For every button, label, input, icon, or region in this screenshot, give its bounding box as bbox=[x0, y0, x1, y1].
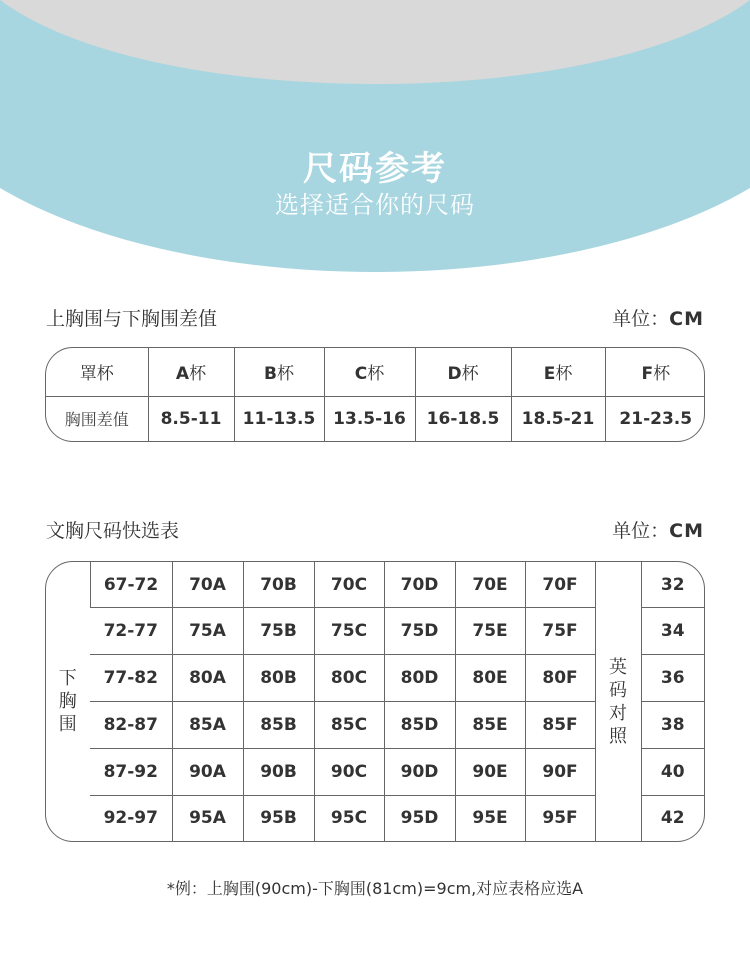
example-note: *例：上胸围(90cm)-下胸围(81cm)=9cm,对应表格应选A bbox=[166, 879, 584, 898]
size-cell: 95D bbox=[384, 795, 455, 841]
size-cell: 70C bbox=[314, 562, 384, 608]
section-title-size-chart: 文胸尺码快选表 bbox=[46, 520, 180, 542]
under-bust-label: 下 胸 围 bbox=[58, 668, 77, 735]
unit-prefix: 单位： bbox=[612, 308, 670, 330]
cup-header-cell: A杯 bbox=[148, 348, 234, 396]
size-cell: 95B bbox=[243, 795, 314, 841]
size-cell: 70F bbox=[525, 562, 595, 608]
difference-cell: 21-23.5 bbox=[605, 396, 705, 441]
table-row bbox=[46, 396, 705, 441]
size-cell: 80C bbox=[314, 655, 384, 702]
imperial-label: 英 码 对 照 bbox=[595, 562, 641, 841]
imperial-size-cell: 34 bbox=[641, 608, 704, 655]
size-cell: 85A bbox=[172, 701, 243, 748]
page-title: 尺码参考 bbox=[303, 149, 447, 189]
size-cell: 80A bbox=[172, 655, 243, 702]
size-cell: 85F bbox=[525, 701, 595, 748]
imperial-size-cell: 38 bbox=[641, 701, 704, 748]
unit-label bbox=[612, 304, 704, 331]
size-cell: 85D bbox=[384, 701, 455, 748]
size-cell: 75E bbox=[455, 608, 525, 655]
size-cell: 90E bbox=[455, 748, 525, 795]
size-cell: 90C bbox=[314, 748, 384, 795]
size-cell: 90B bbox=[243, 748, 314, 795]
size-cell: 95E bbox=[455, 795, 525, 841]
under-bust-range-cell: 72-77 bbox=[90, 608, 172, 655]
under-bust-range-cell: 77-82 bbox=[90, 655, 172, 702]
cup-header-cell: C杯 bbox=[324, 348, 415, 396]
imperial-size-cell: 42 bbox=[641, 795, 704, 841]
size-cell: 90A bbox=[172, 748, 243, 795]
section-title-bust-difference: 上胸围与下胸围差值 bbox=[46, 308, 218, 330]
under-bust-range-cell: 67-72 bbox=[90, 562, 172, 608]
difference-cell: 8.5-11 bbox=[148, 396, 234, 441]
size-cell: 85B bbox=[243, 701, 314, 748]
imperial-size-cell: 36 bbox=[641, 655, 704, 702]
size-cell: 70D bbox=[384, 562, 455, 608]
unit-value: CM bbox=[669, 520, 704, 542]
imperial-size-cell: 40 bbox=[641, 748, 704, 795]
difference-cell: 13.5-16 bbox=[324, 396, 415, 441]
size-cell: 75D bbox=[384, 608, 455, 655]
unit-value: CM bbox=[669, 308, 704, 330]
cup-header-cell: E杯 bbox=[511, 348, 605, 396]
imperial-size-cell: 32 bbox=[641, 562, 704, 608]
size-cell: 70A bbox=[172, 562, 243, 608]
size-quick-select-table bbox=[45, 561, 705, 842]
size-cell: 70B bbox=[243, 562, 314, 608]
size-cell: 80F bbox=[525, 655, 595, 702]
size-cell: 85C bbox=[314, 701, 384, 748]
size-cell: 95C bbox=[314, 795, 384, 841]
size-cell: 95A bbox=[172, 795, 243, 841]
size-cell: 75C bbox=[314, 608, 384, 655]
difference-cell: 18.5-21 bbox=[511, 396, 605, 441]
page-subtitle: 选择适合你的尺码 bbox=[275, 191, 475, 219]
size-cell: 90D bbox=[384, 748, 455, 795]
cup-header-cell: F杯 bbox=[605, 348, 705, 396]
unit-label bbox=[612, 516, 704, 543]
under-bust-range-cell: 92-97 bbox=[90, 795, 172, 841]
size-cell: 80B bbox=[243, 655, 314, 702]
row-header-difference: 胸围差值 bbox=[46, 396, 148, 441]
size-cell: 80E bbox=[455, 655, 525, 702]
difference-cell: 16-18.5 bbox=[415, 396, 511, 441]
size-cell: 75A bbox=[172, 608, 243, 655]
under-bust-range-cell: 82-87 bbox=[90, 701, 172, 748]
under-bust-range-cell: 87-92 bbox=[90, 748, 172, 795]
size-cell: 75B bbox=[243, 608, 314, 655]
size-cell: 95F bbox=[525, 795, 595, 841]
row-header-cup: 罩杯 bbox=[79, 364, 114, 385]
table-row bbox=[46, 562, 704, 608]
difference-cell: 11-13.5 bbox=[234, 396, 324, 441]
cup-difference-table bbox=[45, 347, 705, 442]
size-cell: 70E bbox=[455, 562, 525, 608]
cup-header-cell: B杯 bbox=[234, 348, 324, 396]
size-cell: 75F bbox=[525, 608, 595, 655]
cup-header-cell: D杯 bbox=[415, 348, 511, 396]
table-row bbox=[46, 348, 705, 396]
size-cell: 80D bbox=[384, 655, 455, 702]
size-cell: 85E bbox=[455, 701, 525, 748]
size-cell: 90F bbox=[525, 748, 595, 795]
unit-prefix: 单位： bbox=[612, 520, 670, 542]
